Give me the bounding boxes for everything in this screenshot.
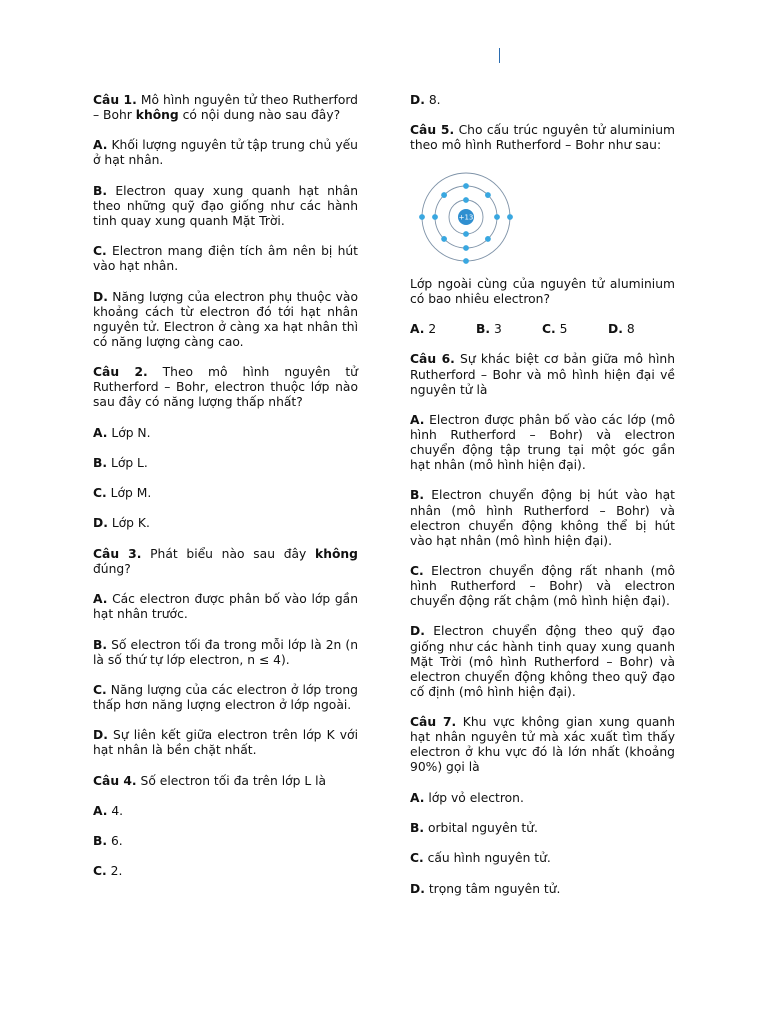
electron-shell-3-2: [419, 214, 425, 220]
question-4-option-c: C. 2.: [93, 864, 123, 879]
question-4-stem: Câu 4. Số electron tối đa trên lớp L là: [93, 773, 327, 788]
question-1-stem: Câu 1. Mô hình nguyên tử theo Rutherford – Bohr không có nội dung nào sau đây?: [93, 93, 358, 123]
question-3-option-b: B. Số electron tối đa trong mỗi lớp là 2n (n là số thứ tự lớp electron, n ≤ 4).: [93, 637, 358, 667]
question-1-option-b: B. Electron quay xung quanh hạt nhân theo những quỹ đạo giống như các hành tinh quay xung quanh Mặt Trời.: [93, 183, 358, 228]
electron-shell-2-1: [463, 183, 469, 189]
question-7-option-b: B. orbital nguyên tử.: [410, 820, 538, 835]
left-column: [93, 93, 358, 880]
question-2-option-b: B. Lớp L.: [93, 455, 148, 470]
question-3-stem: Câu 3. Phát biểu nào sau đây không đúng?: [93, 546, 358, 576]
question-5-option-a: A. 2: [410, 322, 437, 337]
electron-shell-2-7: [441, 236, 447, 242]
right-column: [410, 93, 675, 897]
question-4-option-a: A. 4.: [93, 803, 124, 818]
question-2-option-a: A. Lớp N.: [93, 425, 151, 440]
electron-shell-3-3: [463, 258, 469, 264]
question-6-option-b: B. Electron chuyển động bị hút vào hạt nhân (mô hình Rutherford – Bohr) và electron chuyển động không thể bị hút vào hạt nhân (mô hình hiện đại).: [410, 488, 675, 548]
question-3-option-c: C. Năng lượng của các electron ở lớp trong thấp hơn năng lượng electron ở lớp ngoài.: [93, 682, 358, 712]
question-4-option-d: D. 8.: [410, 93, 441, 107]
electron-shell-2-3: [494, 214, 500, 220]
question-5-stem: Câu 5. Cho cấu trúc nguyên tử aluminium theo mô hình Rutherford – Bohr như sau:: [410, 123, 675, 153]
question-4-option-b: B. 6.: [93, 834, 123, 849]
aluminium-atom-diagram: [416, 167, 516, 267]
question-7-stem: Câu 7. Khu vực không gian xung quanh hạt nhân nguyên tử mà xác xuất tìm thấy electron ở khu vực đó là lớn nhất (khoảng 90%) gọi là: [410, 715, 675, 775]
question-5-question: Lớp ngoài cùng của nguyên tử aluminium có bao nhiêu electron?: [410, 276, 675, 306]
question-5-option-d: D. 8: [608, 322, 635, 337]
electron-shell-2-2: [463, 245, 469, 251]
question-3-option-d: D. Sự liên kết giữa electron trên lớp K với hạt nhân là bền chặt nhất.: [93, 728, 358, 758]
electron-shell-2-4: [432, 214, 438, 220]
question-7-option-a: A. lớp vỏ electron.: [410, 790, 524, 805]
electron-shell-1-2: [463, 231, 469, 237]
electron-shell-2-5: [485, 192, 491, 198]
question-3-option-a: A. Các electron được phân bố vào lớp gần hạt nhân trước.: [93, 592, 358, 622]
nucleus-charge-label: +13: [458, 213, 474, 222]
question-1-option-d: D. Năng lượng của electron phụ thuộc vào khoảng cách từ electron đó tới hạt nhân nguyên tử. Electron ở càng xa hạt nhân thì có năng lượng càng cao.: [93, 289, 358, 349]
electron-shell-3-1: [507, 214, 513, 220]
question-6-option-a: A. Electron được phân bố vào các lớp (mô hình Rutherford – Bohr) và electron chuyển động tập trung tại một góc gần hạt nhân (mô hình hiện đại).: [410, 412, 675, 473]
question-2-option-c: C. Lớp M.: [93, 486, 152, 501]
electron-shell-2-6: [441, 192, 447, 198]
question-2-option-d: D. Lớp K.: [93, 516, 150, 531]
question-5-option-c: C. 5: [542, 322, 568, 337]
question-1-option-c: C. Electron mang điện tích âm nên bị hút vào hạt nhân.: [93, 244, 358, 274]
question-1-option-a: A. Khối lượng nguyên tử tập trung chủ yếu ở hạt nhân.: [93, 138, 358, 168]
question-5-option-b: B. 3: [476, 322, 502, 337]
electron-shell-1-1: [463, 197, 469, 203]
electron-shell-2-8: [485, 236, 491, 242]
question-6-option-d: D. Electron chuyển động theo quỹ đạo giống như các hành tinh quay xung quanh Mặt Trời (mô hình Rutherford – Bohr) và electron chuyển động không theo quỹ đạo cố định (mô hình hiện đại).: [410, 624, 675, 699]
question-6-option-c: C. Electron chuyển động rất nhanh (mô hình Rutherford – Bohr) và electron chuyển động rất chậm (mô hình hiện đại).: [410, 564, 675, 609]
question-5-options: [410, 322, 675, 337]
question-7-option-d: D. trọng tâm nguyên tử.: [410, 881, 561, 896]
question-6-stem: Câu 6. Sự khác biệt cơ bản giữa mô hình Rutherford – Bohr và mô hình hiện đại về nguyên tử là: [410, 352, 675, 397]
question-7-option-c: C. cấu hình nguyên tử.: [410, 851, 551, 866]
text-cursor: [499, 48, 500, 63]
question-2-stem: Câu 2. Theo mô hình nguyên tử Rutherford – Bohr, electron thuộc lớp nào sau đây có năng lượng thấp nhất?: [93, 365, 358, 410]
